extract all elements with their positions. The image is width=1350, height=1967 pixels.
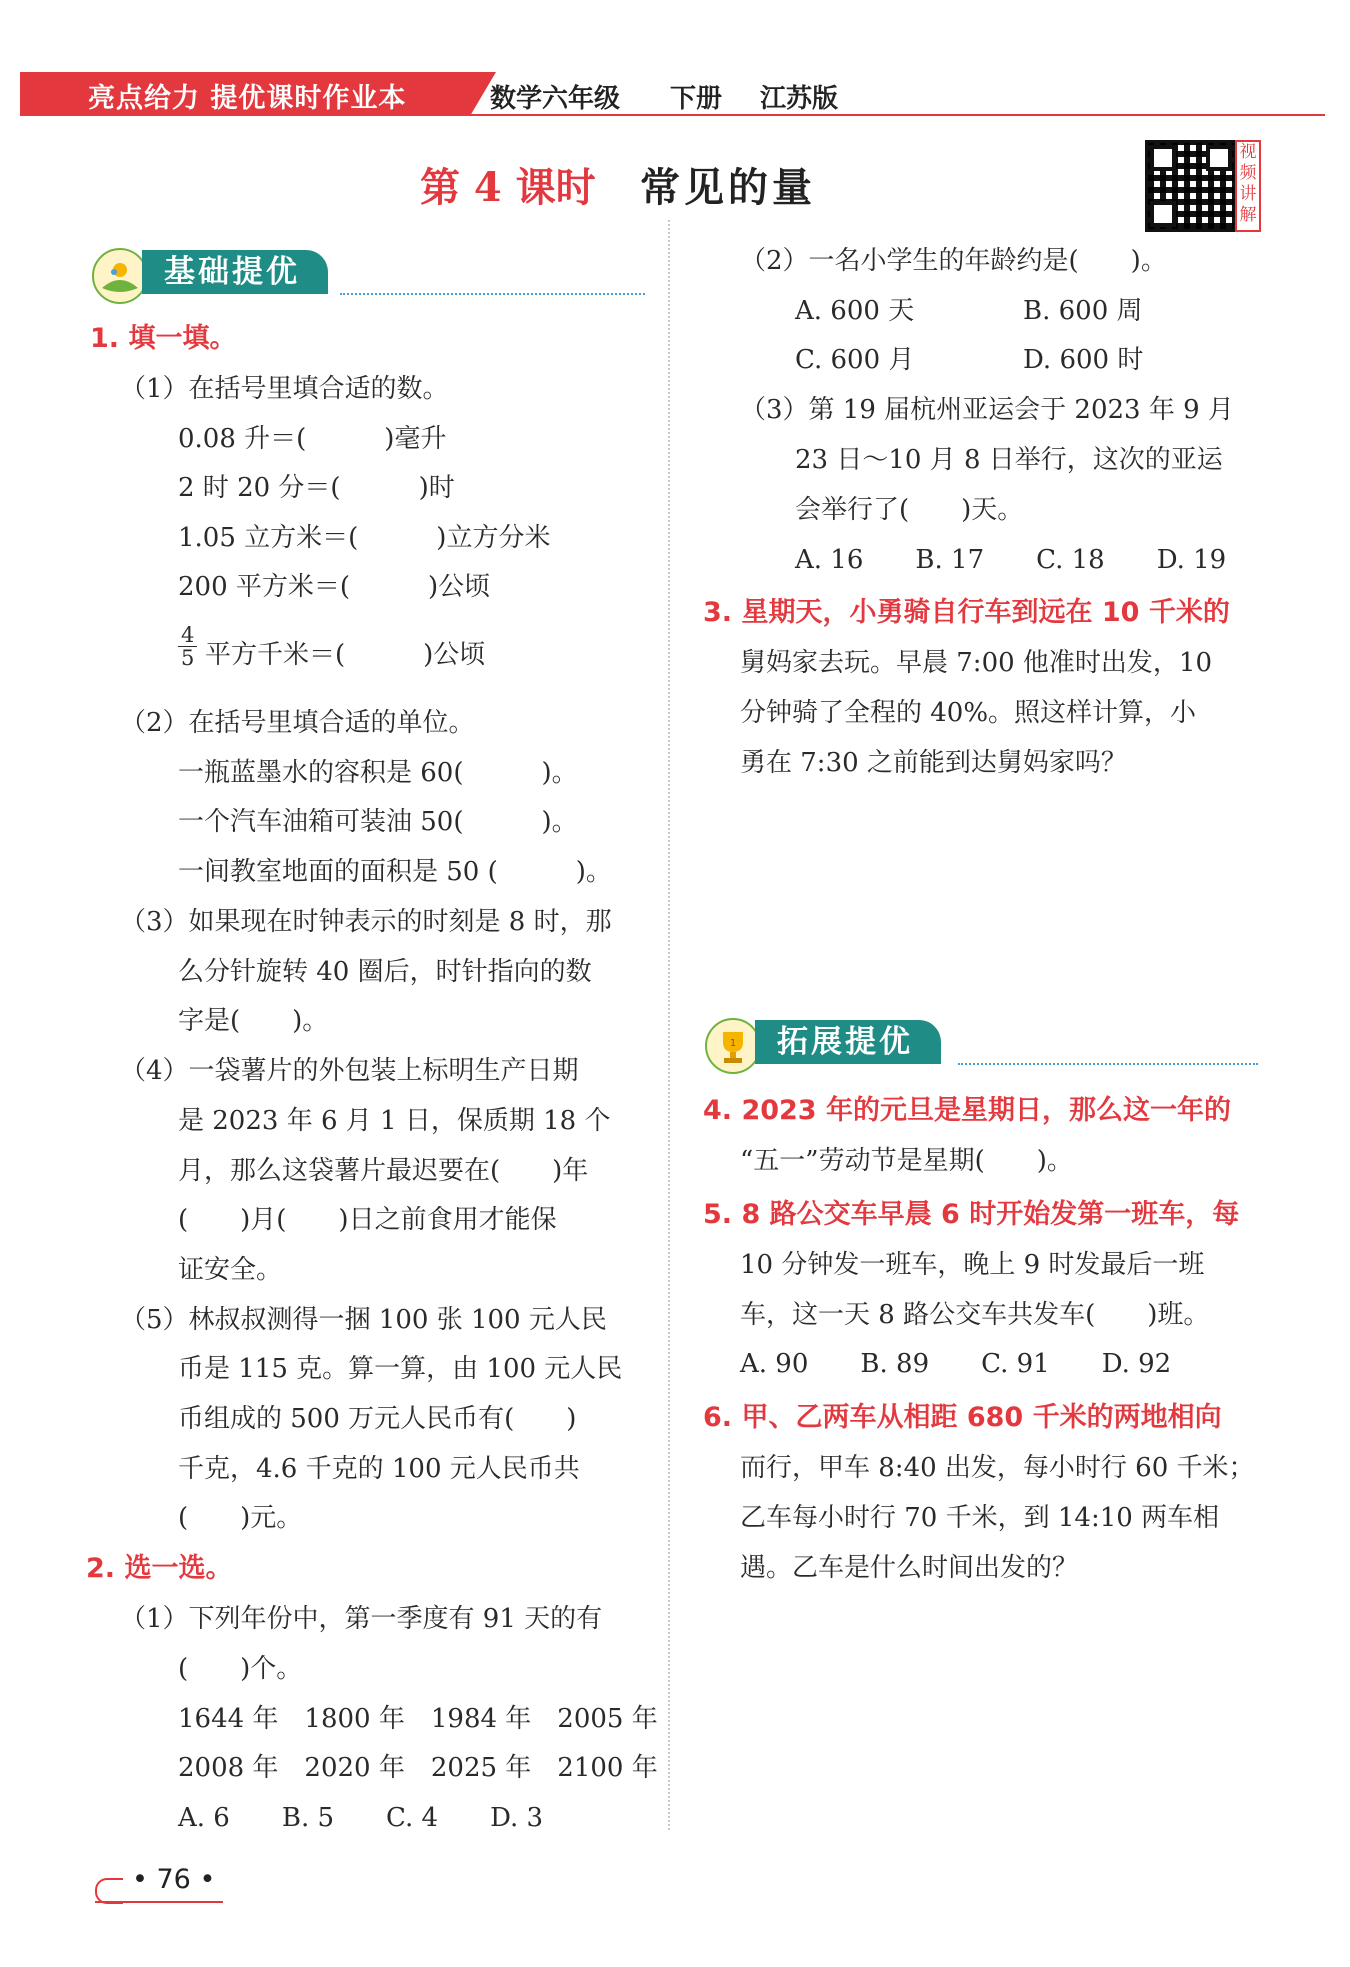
text-line: 币组成的 500 万元人民币有( ): [178, 1404, 577, 1434]
answer-options: A. 6 B. 5 C. 4 D. 3: [178, 1803, 544, 1833]
year-list: 1644 年 1800 年 1984 年 2005 年: [178, 1704, 658, 1734]
text-line: ( )元。: [178, 1503, 303, 1533]
sub-question: （1）下列年份中，第一季度有 91 天的有: [120, 1604, 603, 1634]
svg-text:1: 1: [729, 1038, 737, 1049]
option-d: D. 600 时: [1023, 345, 1144, 375]
section-divider: [958, 1063, 1258, 1065]
sub-question: （5）林叔叔测得一捆 100 张 100 元人民: [120, 1305, 607, 1335]
fill-item: 平方千米＝( )公顷: [205, 640, 486, 670]
fill-item: 一瓶蓝墨水的容积是 60( )。: [178, 758, 578, 788]
text-line: 而行，甲车 8:40 出发，每小时行 60 千米；: [740, 1453, 1255, 1483]
text-line: “五一”劳动节是星期( )。: [740, 1146, 1073, 1176]
text-line: 遇。乙车是什么时间出发的？: [740, 1553, 1079, 1583]
text-line: 23 日～10 月 8 日举行，这次的亚运: [795, 445, 1223, 475]
section-extend: 拓展提优: [755, 1020, 941, 1064]
fill-item: 一间教室地面的面积是 50 ( )。: [178, 857, 612, 887]
volume-label: 下册: [670, 84, 723, 114]
sub-question: （2）在括号里填合适的单位。: [120, 708, 475, 738]
fraction-numerator: 4: [178, 624, 197, 647]
video-tag: 视频讲解: [1235, 140, 1261, 232]
question-4: 4. 2023 年的元旦是星期日，那么这一年的: [703, 1095, 1231, 1126]
question-5: 5. 8 路公交车早晨 6 时开始发第一班车，每: [703, 1199, 1240, 1230]
text-line: 舅妈家去玩。早晨 7:00 他准时出发，10: [740, 648, 1212, 678]
text-line: ( )月( )日之前食用才能保: [178, 1205, 557, 1235]
text-line: 勇在 7:30 之前能到达舅妈家吗？: [740, 748, 1127, 778]
plant-icon: [92, 248, 148, 304]
section-divider: [340, 293, 645, 295]
text-line: 字是( )。: [178, 1006, 329, 1036]
brand-title: 亮点给力 提优课时作业本: [88, 83, 407, 114]
answer-options: A. 90 B. 89 C. 91 D. 92: [740, 1349, 1172, 1379]
trophy-icon: [705, 1018, 761, 1074]
text-line: ( )个。: [178, 1654, 303, 1684]
text-line: 是 2023 年 6 月 1 日，保质期 18 个: [178, 1106, 611, 1136]
section-basic: 基础提优: [142, 250, 328, 294]
fill-item: 一个汽车油箱可装油 50( )。: [178, 807, 578, 837]
sub-question: （3）如果现在时钟表示的时刻是 8 时，那: [120, 907, 612, 937]
page-number: • 76 •: [132, 1864, 216, 1895]
text-line: 么分针旋转 40 圈后，时针指向的数: [178, 957, 592, 987]
question-1: 1. 填一填。: [90, 323, 237, 354]
option-c: C. 600 月: [795, 345, 915, 375]
fill-item: 200 平方米＝( )公顷: [178, 572, 491, 602]
fill-item: 2 时 20 分＝( )时: [178, 473, 455, 503]
sub-question: （3）第 19 届杭州亚运会于 2023 年 9 月: [740, 395, 1234, 425]
text-line: 乙车每小时行 70 千米，到 14:10 两车相: [740, 1503, 1220, 1533]
fraction-denominator: 5: [181, 646, 195, 670]
sub-question: （1）在括号里填合适的数。: [120, 374, 449, 404]
text-line: 分钟骑了全程的 40%。照这样计算，小: [740, 698, 1197, 728]
page-number-ornament: [95, 1878, 123, 1904]
question-2: 2. 选一选。: [86, 1553, 233, 1584]
fill-item: 1.05 立方米＝( )立方分米: [178, 523, 551, 553]
subject-label: 数学六年级: [490, 84, 621, 114]
text-line: 车，这一天 8 路公交车共发车( )班。: [740, 1300, 1210, 1330]
column-divider: [668, 220, 670, 1830]
text-line: 千克，4.6 千克的 100 元人民币共: [178, 1454, 580, 1484]
text-line: 会举行了( )天。: [795, 495, 1024, 525]
lesson-number: 第 4 课时: [420, 164, 596, 211]
page-title: 常见的量: [640, 164, 816, 211]
year-list: 2008 年 2020 年 2025 年 2100 年: [178, 1753, 658, 1783]
text-line: 币是 115 克。算一算，由 100 元人民: [178, 1354, 623, 1384]
fraction: [178, 624, 197, 669]
option-b: B. 600 周: [1023, 296, 1143, 326]
qr-code-icon[interactable]: [1145, 140, 1237, 232]
text-line: 月，那么这袋薯片最迟要在( )年: [178, 1156, 589, 1186]
question-3: 3. 星期天，小勇骑自行车到远在 10 千米的: [703, 597, 1230, 628]
text-line: 10 分钟发一班车，晚上 9 时发最后一班: [740, 1250, 1205, 1280]
option-a: A. 600 天: [795, 296, 915, 326]
edition-label: 江苏版: [760, 84, 839, 114]
text-line: 证安全。: [178, 1255, 283, 1285]
answer-options: A. 16 B. 17 C. 18 D. 19: [795, 545, 1227, 575]
sub-question: （4）一袋薯片的外包装上标明生产日期: [120, 1056, 579, 1086]
question-6: 6. 甲、乙两车从相距 680 千米的两地相向: [703, 1402, 1222, 1433]
sub-question: （2）一名小学生的年龄约是( )。: [740, 246, 1167, 276]
fill-item: 0.08 升＝( )毫升: [178, 424, 447, 454]
